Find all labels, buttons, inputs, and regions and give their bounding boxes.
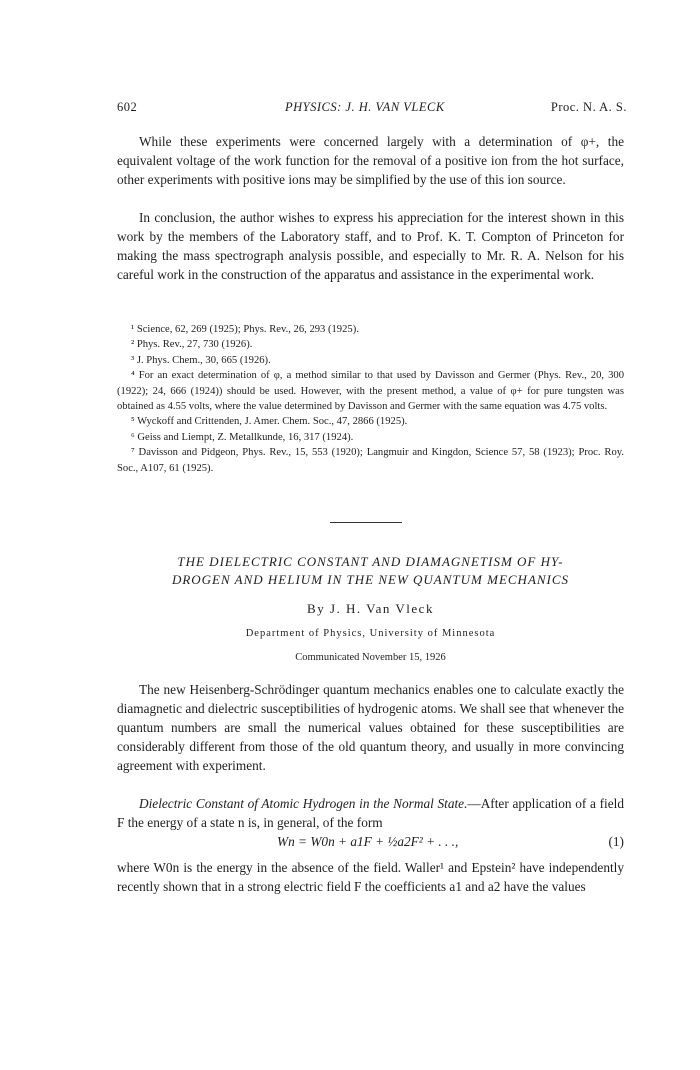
footnote-1: ¹ Science, 62, 269 (1925); Phys. Rev., 26, 293 (1925). <box>131 324 359 335</box>
paragraph-3 <box>117 680 624 775</box>
paragraph-2 <box>117 208 624 284</box>
footnote-6: ⁶ Geiss and Liempt, Z. Metallkunde, 16, 317 (1924). <box>131 431 354 443</box>
article-title-line-2: DROGEN AND HELIUM IN THE NEW QUANTUM MECHANICS <box>171 572 570 587</box>
article-affiliation: Department of Physics, University of Minnesota <box>245 628 496 639</box>
paragraph-4-text <box>117 794 624 832</box>
section-divider <box>330 522 402 523</box>
paragraph-5-text: where W0n is the energy in the absence of the field. Waller¹ and Epstein² have independently recently shown that in a strong electric field F the coefficients a1 and a2 have the values <box>117 860 624 894</box>
paragraph-2-text: In conclusion, the author wishes to express his appreciation for the interest shown in this work by the members of the Laboratory staff, and to Prof. K. T. Compton of Princeton for making the mass spectrograph analysis possible, and especially to Mr. R. A. Nelson for his careful work in the construction of the apparatus and assistance in the experimental work. <box>117 210 624 282</box>
footnotes <box>117 322 624 476</box>
page-number: 602 <box>117 100 138 114</box>
equation-number: (1) <box>608 834 624 849</box>
equation-1 <box>117 834 624 854</box>
footnote-5: ⁵ Wyckoff and Crittenden, J. Amer. Chem. Soc., 47, 2866 (1925). <box>131 416 408 428</box>
article-author: By J. H. Van Vleck <box>307 601 434 616</box>
footnote-3: ³ J. Phys. Chem., 30, 665 (1926). <box>131 354 271 366</box>
paragraph-4 <box>117 794 624 832</box>
article-title-line-1: THE DIELECTRIC CONSTANT AND DIAMAGNETISM OF HY- <box>177 554 564 569</box>
running-title: PHYSICS: J. H. VAN VLECK <box>285 100 445 114</box>
journal-abbrev: Proc. N. A. S. <box>550 100 627 114</box>
equation-text: Wn = W0n + a1F + ½a2F² + . . ., <box>277 834 459 849</box>
paragraph-1-text: While these experiments were concerned largely with a determination of φ+, the equivalent voltage of the work function for the removal of a positive ion from the hot surface, other experiments with positive ions may be simplified by the use of this ion source. <box>117 134 624 187</box>
paragraph-3-text: The new Heisenberg-Schrödinger quantum mechanics enables one to calculate exactly the diamagnetic and dielectric susceptibilities of hydrogenic atoms. We shall see that whenever the quantum numbers are small the numerical values obtained for these susceptibilities are considerably different from those of the old quantum theory, and usually in more convincing agreement with experiment. <box>117 682 624 773</box>
footnote-4: ⁴ For an exact determination of φ, a method similar to that used by Davisson and Germer (Phys. Rev., 20, 300 (1922); 24, 666 (1924)) should be used. However, with the present method, a value of φ+ for pure tungsten was obtained as 4.55 volts, where the value determined by Davisson and Germer with the same equation was 4.75 volts. <box>117 370 624 413</box>
footnote-7: ⁷ Davisson and Pidgeon, Phys. Rev., 15, 553 (1920); Langmuir and Kingdon, Science 57, 58 (1923); Proc. Roy. Soc., A107, 61 (1925). <box>117 447 624 474</box>
paragraph-1 <box>117 132 624 189</box>
communicated-date: Communicated November 15, 1926 <box>295 652 446 663</box>
article-title <box>117 553 624 589</box>
footnote-2: ² Phys. Rev., 27, 730 (1926). <box>131 339 253 351</box>
section-lead-italic: Dielectric Constant of Atomic Hydrogen in the Normal State. <box>139 796 468 811</box>
paragraph-4-rest: —After application of a field F the energy of a state n is, in general, of the form <box>117 796 624 830</box>
paragraph-5 <box>117 858 624 896</box>
